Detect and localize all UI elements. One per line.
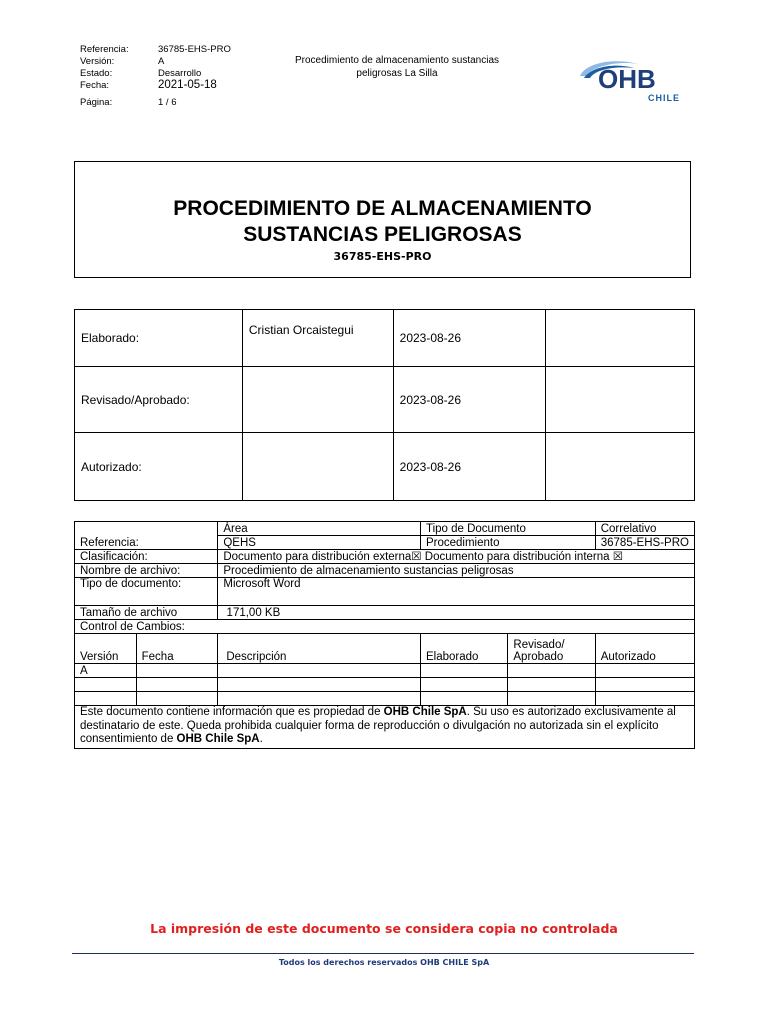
meta-fecha <box>80 80 278 97</box>
approval-date: 2023-08-26 <box>393 310 546 367</box>
clasificacion-value: Documento para distribución externa☒ Documento para distribución interna ☒ <box>218 550 695 564</box>
changes-cell <box>218 678 421 692</box>
changes-cell <box>508 678 595 692</box>
changes-cell <box>420 664 507 678</box>
clasificacion-label: Clasificación: <box>75 550 218 564</box>
approval-table <box>74 309 695 501</box>
meta-value: 2021-05-18 <box>158 79 217 91</box>
changes-cell <box>218 692 421 706</box>
changes-header-autorizado: Autorizado <box>595 634 694 664</box>
changes-header-revisado: Revisado/ Aprobado <box>508 634 595 664</box>
footer-copyright: Todos los derechos reservados OHB CHILE SpA <box>278 958 490 967</box>
changes-header-fecha: Fecha <box>136 634 218 664</box>
changes-cell <box>595 678 694 692</box>
logo-sub-text: CHILE <box>648 93 680 103</box>
referencia-label: Referencia: <box>75 536 218 550</box>
title-box <box>74 161 691 278</box>
meta-value: 36785-EHS-PRO <box>158 44 231 55</box>
changes-cell <box>508 664 595 678</box>
approval-row-autorizado <box>75 433 695 501</box>
changes-cell <box>136 692 218 706</box>
tipo-doc-value: Microsoft Word <box>218 578 695 606</box>
info-header-row <box>75 522 695 536</box>
legal-text: . Su uso es autorizado exclusivamente al destinatario de este. Queda prohibida cualquier forma de reproducción o divulgación no autorizada sin el explícito consentimiento de <box>80 706 676 745</box>
changes-cell <box>136 664 218 678</box>
changes-row <box>75 664 695 678</box>
correlativo-value: 36785-EHS-PRO <box>595 536 694 550</box>
changes-cell <box>218 664 421 678</box>
info-tipo-doc-row <box>75 578 695 606</box>
legal-text: . <box>259 733 263 745</box>
approval-date: 2023-08-26 <box>393 367 546 433</box>
changes-cell <box>75 678 137 692</box>
info-archivo-row <box>75 564 695 578</box>
archivo-label: Nombre de archivo: <box>75 564 218 578</box>
approval-row-revisado <box>75 367 695 433</box>
changes-cell <box>75 692 137 706</box>
document-code: 36785-EHS-PRO <box>333 250 432 263</box>
approval-signature <box>546 367 695 433</box>
legal-notice <box>75 706 695 749</box>
meta-label: Referencia: <box>80 44 129 55</box>
approval-label: Elaborado: <box>75 310 243 367</box>
uncontrolled-copy-notice: La impresión de este documento se considera copia no controlada <box>150 921 618 936</box>
approval-label: Autorizado: <box>75 433 243 501</box>
tamano-value: 171,00 KB <box>218 606 695 620</box>
changes-cell <box>420 692 507 706</box>
legal-company: OHB Chile SpA <box>383 706 467 718</box>
info-referencia-row <box>75 536 695 550</box>
legal-text: Este documento contiene información que es propiedad de <box>80 706 384 718</box>
approval-name <box>242 433 393 501</box>
meta-label: Fecha: <box>80 80 110 91</box>
approval-name: Cristian Orcaistegui <box>242 310 393 367</box>
meta-version <box>80 56 278 68</box>
info-empty-cell <box>75 522 218 536</box>
area-header: Área <box>218 522 421 536</box>
control-label: Control de Cambios: <box>75 620 695 634</box>
approval-row-elaborado <box>75 310 695 367</box>
changes-header-elaborado: Elaborado <box>420 634 507 664</box>
archivo-value: Procedimiento de almacenamiento sustancias peligrosas <box>218 564 695 578</box>
changes-header-row <box>75 634 695 664</box>
approval-label: Revisado/Aprobado: <box>75 367 243 433</box>
header-title-line2: peligrosas La Silla <box>356 67 438 79</box>
meta-pagina <box>80 97 278 109</box>
legal-company: OHB Chile SpA <box>176 733 260 745</box>
ohb-logo <box>576 56 696 104</box>
meta-referencia <box>80 44 278 56</box>
meta-label: Página: <box>80 97 113 108</box>
meta-value: 1 / 6 <box>158 97 177 108</box>
meta-value: Desarrollo <box>158 68 202 79</box>
header-meta <box>80 44 278 109</box>
header-title <box>262 55 532 80</box>
changes-cell <box>420 678 507 692</box>
header-title-line1: Procedimiento de almacenamiento sustancias <box>295 55 499 66</box>
approval-date: 2023-08-26 <box>393 433 546 501</box>
info-clasificacion-row <box>75 550 695 564</box>
meta-label: Versión: <box>80 56 115 67</box>
approval-signature <box>546 310 695 367</box>
correlativo-header: Correlativo <box>595 522 694 536</box>
changes-row <box>75 692 695 706</box>
changes-cell <box>595 692 694 706</box>
tamano-label: Tamaño de archivo <box>75 606 218 620</box>
approval-name <box>242 367 393 433</box>
approval-signature <box>546 433 695 501</box>
tipo-value: Procedimiento <box>420 536 595 550</box>
changes-cell <box>508 692 595 706</box>
tipo-header: Tipo de Documento <box>420 522 595 536</box>
meta-value: A <box>158 56 165 67</box>
tipo-doc-label: Tipo de documento: <box>75 578 218 606</box>
info-tamano-row <box>75 606 695 620</box>
meta-label: Estado: <box>80 68 113 79</box>
legal-row <box>75 706 695 749</box>
changes-header-version: Versión <box>75 634 137 664</box>
changes-cell: A <box>75 664 137 678</box>
document-title <box>75 196 690 248</box>
logo-text: OHB <box>598 64 656 94</box>
changes-cell <box>595 664 694 678</box>
document-info-table <box>74 521 695 749</box>
changes-row <box>75 678 695 692</box>
title-line1: PROCEDIMIENTO DE ALMACENAMIENTO <box>173 197 592 220</box>
changes-header-descripcion: Descripción <box>218 634 421 664</box>
changes-cell <box>136 678 218 692</box>
footer-divider <box>72 953 694 954</box>
area-value: QEHS <box>218 536 421 550</box>
title-line2: SUSTANCIAS PELIGROSAS <box>243 223 522 246</box>
info-control-row <box>75 620 695 634</box>
